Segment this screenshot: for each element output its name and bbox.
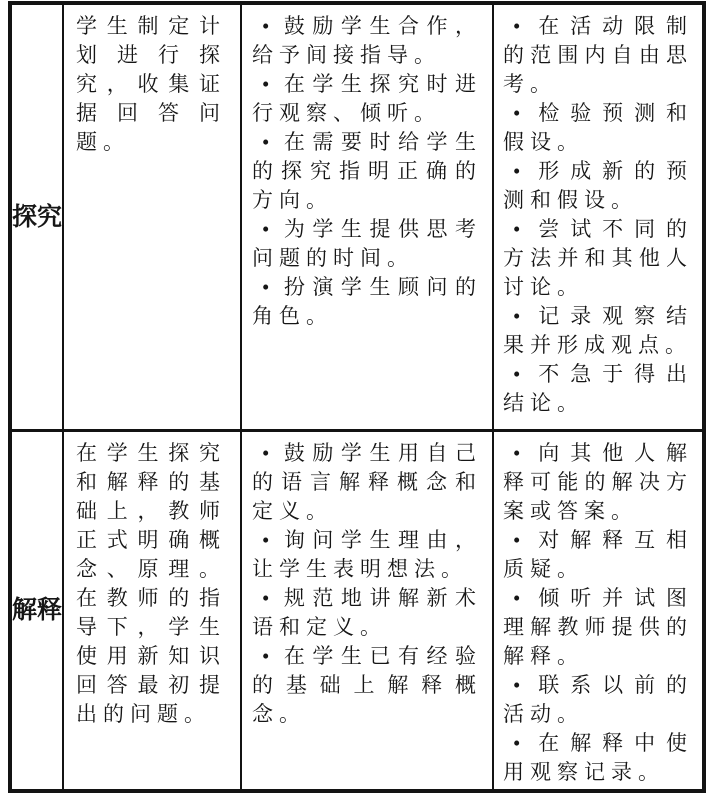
list-item <box>503 157 693 215</box>
bullet-icon: • <box>513 528 521 552</box>
list-item-text: 检验预测和假设。 <box>503 101 693 154</box>
description-text: 在学生探究和解释的基础上，教师正式明确概念、原理。在教师的指导下，学生使用新知识回答最初提出的问题。 <box>76 441 226 726</box>
bullet-icon: • <box>513 731 521 755</box>
description-cell-row2 <box>64 432 242 789</box>
list-item-text: 尝试不同的方法并和其他人讨论。 <box>503 217 693 299</box>
bullet-icon: • <box>513 673 521 697</box>
bullet-icon: • <box>262 528 270 552</box>
list-item-text: 鼓励学生合作，给予间接指导。 <box>252 14 482 67</box>
list-item <box>252 439 482 526</box>
list-item-text: 联系以前的活动。 <box>503 673 693 726</box>
description-cell-row1 <box>64 5 242 432</box>
stage-cell-row2 <box>12 432 64 789</box>
bullet-icon: • <box>262 14 270 38</box>
bullet-icon: • <box>513 14 521 38</box>
list-item <box>252 584 482 642</box>
list-item <box>252 526 482 584</box>
middle-bullets-cell-row1 <box>242 5 494 432</box>
list-item <box>503 360 693 418</box>
list-item-text: 在需要时给学生的探究指明正确的方向。 <box>252 130 482 212</box>
stage-cell-row1 <box>12 5 64 432</box>
bullet-icon: • <box>262 441 270 465</box>
bullet-icon: • <box>513 586 521 610</box>
list-item <box>503 302 693 360</box>
list-item-text: 扮演学生顾问的角色。 <box>252 275 482 328</box>
list-item-text: 在活动限制的范围内自由思考。 <box>503 14 693 96</box>
list-item <box>503 671 693 729</box>
stage-label: 解释 <box>12 597 63 624</box>
list-item <box>503 215 693 302</box>
bullet-icon: • <box>513 304 521 328</box>
bullet-icon: • <box>513 441 521 465</box>
list-item <box>252 70 482 128</box>
list-item-text: 询问学生理由，让学生表明想法。 <box>252 528 482 581</box>
list-item-text: 对解释互相质疑。 <box>503 528 693 581</box>
description-text: 学生制定计划进行探究，收集证据回答问题。 <box>76 14 226 154</box>
list-item <box>252 128 482 215</box>
list-item-text: 向其他人解释可能的解决方案或答案。 <box>503 441 693 523</box>
list-item-text: 规范地讲解新术语和定义。 <box>252 586 482 639</box>
list-item-text: 为学生提供思考问题的时间。 <box>252 217 482 270</box>
right-bullets-cell-row1 <box>494 5 702 432</box>
list-item <box>503 12 693 99</box>
bullet-icon: • <box>262 275 270 299</box>
list-item <box>503 99 693 157</box>
list-item-text: 在学生已有经验的基础上解释概念。 <box>252 644 482 726</box>
bullet-icon: • <box>513 101 521 125</box>
bullet-icon: • <box>513 159 521 183</box>
instructional-stage-table <box>8 1 706 793</box>
list-item-text: 记录观察结果并形成观点。 <box>503 304 693 357</box>
list-item-text: 鼓励学生用自己的语言解释概念和定义。 <box>252 441 482 523</box>
bullet-icon: • <box>513 362 521 386</box>
list-item-text: 在解释中使用观察记录。 <box>503 731 693 784</box>
bullet-icon: • <box>262 217 270 241</box>
list-item <box>503 526 693 584</box>
list-item <box>252 12 482 70</box>
list-item <box>252 215 482 273</box>
list-item <box>503 729 693 787</box>
list-item <box>503 439 693 526</box>
bullet-icon: • <box>262 586 270 610</box>
bullet-icon: • <box>513 217 521 241</box>
list-item <box>252 273 482 331</box>
bullet-icon: • <box>262 72 270 96</box>
bullet-icon: • <box>262 130 270 154</box>
stage-label: 探究 <box>12 203 63 231</box>
list-item-text: 不急于得出结论。 <box>503 362 693 415</box>
list-item-text: 在学生探究时进行观察、倾听。 <box>252 72 482 125</box>
list-item-text: 形成新的预测和假设。 <box>503 159 693 212</box>
middle-bullets-cell-row2 <box>242 432 494 789</box>
right-bullets-cell-row2 <box>494 432 702 789</box>
list-item-text: 倾听并试图理解教师提供的解释。 <box>503 586 693 668</box>
bullet-icon: • <box>262 644 270 668</box>
list-item <box>503 584 693 671</box>
list-item <box>252 642 482 729</box>
